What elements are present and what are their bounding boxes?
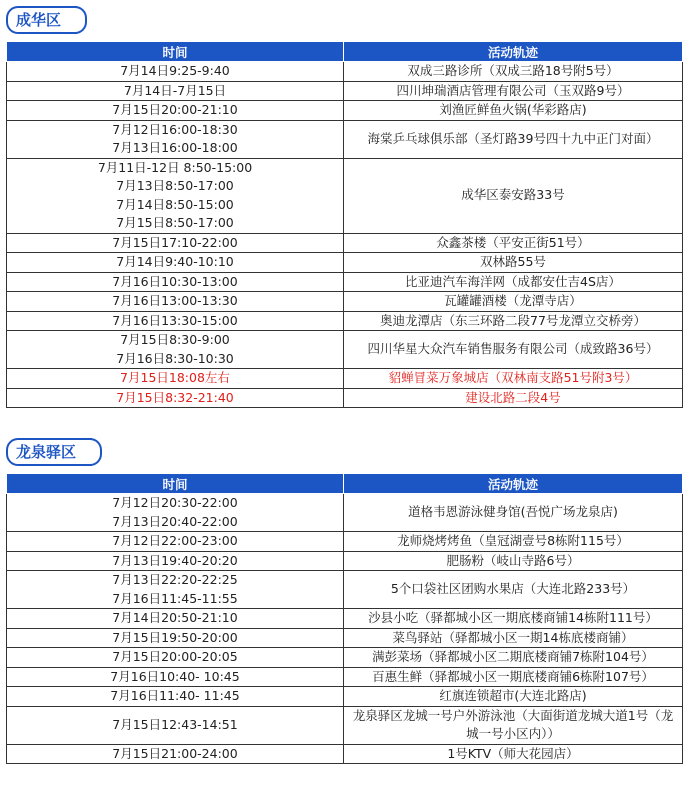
table-row <box>7 158 683 233</box>
table-row <box>7 292 683 312</box>
time-cell <box>7 532 344 552</box>
table-row <box>7 62 683 82</box>
time-line: 7月11日-12日 8:50-15:00 <box>97 159 253 175</box>
time-line: 7月15日20:00-21:10 <box>112 102 238 117</box>
place-cell: 百惠生鲜（驿都城小区一期底楼商铺6栋附107号） <box>344 667 683 687</box>
time-cell <box>7 272 344 292</box>
place-cell: 双成三路诊所（双成三路18号附5号） <box>344 62 683 82</box>
table-row <box>7 120 683 158</box>
time-cell <box>7 667 344 687</box>
place-cell: 菜鸟驿站（驿都城小区一期14栋底楼商铺） <box>344 628 683 648</box>
time-line: 7月14日8:50-15:00 <box>116 196 234 212</box>
chenghua-section <box>6 6 682 408</box>
time-line: 7月15日8:30-9:00 <box>120 332 230 347</box>
table-row <box>7 628 683 648</box>
table-row <box>7 311 683 331</box>
place-cell: 1号KTV（师大花园店） <box>344 744 683 764</box>
place-header: 活动轨迹 <box>344 42 683 62</box>
table-row <box>7 272 683 292</box>
place-cell: 貂蝉冒菜万象城店（双林南支路51号附3号） <box>344 369 683 389</box>
time-line: 7月12日16:00-18:30 <box>112 121 238 137</box>
time-line: 7月16日8:30-10:30 <box>116 350 234 366</box>
time-header: 时间 <box>7 474 344 494</box>
time-line: 7月13日20:40-22:00 <box>112 513 238 529</box>
place-cell: 5个口袋社区团购水果店（大连北路233号） <box>344 571 683 609</box>
time-line: 7月13日16:00-18:00 <box>112 140 238 155</box>
time-cell <box>7 331 344 369</box>
time-cell <box>7 292 344 312</box>
time-cell <box>7 706 344 744</box>
trajectory-table <box>6 41 683 408</box>
place-cell: 海棠乒乓球俱乐部（圣灯路39号四十九中正门对面） <box>344 120 683 158</box>
time-line: 7月15日18:08左右 <box>120 370 230 385</box>
table-row <box>7 101 683 121</box>
time-cell <box>7 571 344 609</box>
place-cell: 奥迪龙潭店（东三环路二段77号龙潭立交桥旁） <box>344 311 683 331</box>
place-cell: 龙师烧烤烤鱼（皇冠湖壹号8栋附115号） <box>344 532 683 552</box>
table-row <box>7 233 683 253</box>
district-title: 成华区 <box>6 6 77 34</box>
time-cell <box>7 687 344 707</box>
time-line: 7月15日20:00-20:05 <box>112 649 238 664</box>
table-row <box>7 687 683 707</box>
time-line: 7月16日11:45-11:55 <box>112 590 238 606</box>
table-row <box>7 369 683 389</box>
table-row <box>7 706 683 744</box>
time-line: 7月14日9:25-9:40 <box>120 63 230 78</box>
time-line: 7月16日10:30-13:00 <box>112 273 238 289</box>
time-cell <box>7 101 344 121</box>
table-row <box>7 648 683 668</box>
time-line: 7月15日21:00-24:00 <box>112 745 238 761</box>
place-cell: 成华区泰安路33号 <box>344 158 683 233</box>
table-row <box>7 331 683 369</box>
time-line: 7月13日19:40-20:20 <box>112 552 238 568</box>
time-header: 时间 <box>7 42 344 62</box>
place-header: 活动轨迹 <box>344 474 683 494</box>
time-line: 7月15日8:50-17:00 <box>116 215 234 230</box>
time-line: 7月16日13:30-15:00 <box>112 312 238 328</box>
time-line: 7月15日8:32-21:40 <box>116 389 234 405</box>
time-cell <box>7 609 344 629</box>
place-cell: 双林路55号 <box>344 253 683 273</box>
table-row <box>7 253 683 273</box>
table-row <box>7 81 683 101</box>
time-line: 7月12日20:30-22:00 <box>112 495 238 510</box>
time-cell <box>7 628 344 648</box>
place-cell: 肥肠粉（岐山寺路6号） <box>344 551 683 571</box>
table-row <box>7 667 683 687</box>
time-line: 7月16日10:40- 10:45 <box>110 668 240 684</box>
place-cell: 沙县小吃（驿都城小区一期底楼商铺14栋附111号） <box>344 609 683 629</box>
time-line: 7月12日22:00-23:00 <box>112 533 238 548</box>
time-cell <box>7 311 344 331</box>
place-cell: 四川华星大众汽车销售服务有限公司（成致路36号） <box>344 331 683 369</box>
place-cell: 众鑫茶楼（平安正街51号） <box>344 233 683 253</box>
time-cell <box>7 744 344 764</box>
time-cell <box>7 648 344 668</box>
time-line: 7月13日8:50-17:00 <box>116 178 234 193</box>
longquanyi-section <box>6 438 682 764</box>
time-line: 7月14日20:50-21:10 <box>112 610 238 625</box>
place-cell: 建设北路二段4号 <box>344 388 683 408</box>
place-cell: 满彭菜场（驿都城小区二期底楼商铺7栋附104号） <box>344 648 683 668</box>
district-title: 龙泉驿区 <box>6 438 92 466</box>
table-row <box>7 571 683 609</box>
table-row <box>7 609 683 629</box>
table-row <box>7 744 683 764</box>
time-line: 7月14日-7月15日 <box>123 82 227 98</box>
table-row <box>7 494 683 532</box>
time-cell <box>7 253 344 273</box>
time-line: 7月15日12:43-14:51 <box>112 716 238 732</box>
table-row <box>7 551 683 571</box>
place-cell: 龙泉驿区龙城一号户外游泳池（大面街道龙城大道1号（龙城一号小区内）） <box>344 706 683 744</box>
time-cell <box>7 551 344 571</box>
trajectory-table <box>6 473 683 764</box>
time-cell <box>7 120 344 158</box>
time-cell <box>7 62 344 82</box>
time-line: 7月16日13:00-13:30 <box>112 293 238 308</box>
time-line: 7月15日17:10-22:00 <box>112 234 238 250</box>
table-row <box>7 532 683 552</box>
time-cell <box>7 369 344 389</box>
time-cell <box>7 233 344 253</box>
time-line: 7月15日19:50-20:00 <box>112 629 238 645</box>
time-line: 7月14日9:40-10:10 <box>116 254 234 269</box>
time-cell <box>7 81 344 101</box>
time-line: 7月16日11:40- 11:45 <box>110 688 240 703</box>
place-cell: 道格韦恩游泳健身馆(吾悦广场龙泉店) <box>344 494 683 532</box>
time-cell <box>7 494 344 532</box>
place-cell: 比亚迪汽车海洋网（成都安仕吉4S店） <box>344 272 683 292</box>
time-cell <box>7 388 344 408</box>
place-cell: 红旗连锁超市(大连北路店) <box>344 687 683 707</box>
place-cell: 四川坤瑞酒店管理有限公司（玉双路9号） <box>344 81 683 101</box>
time-cell <box>7 158 344 233</box>
table-row <box>7 388 683 408</box>
place-cell: 刘渔匠鲜鱼火锅(华彩路店) <box>344 101 683 121</box>
time-line: 7月13日22:20-22:25 <box>112 572 238 587</box>
place-cell: 瓦罐罐酒楼（龙潭寺店） <box>344 292 683 312</box>
